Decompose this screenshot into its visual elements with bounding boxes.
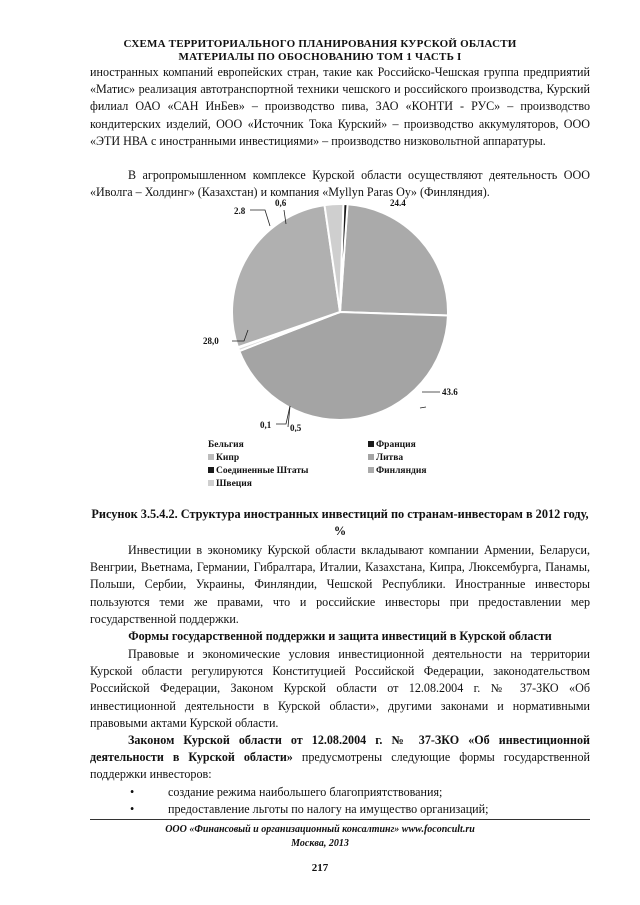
legend-label: Соединенные Штаты (216, 466, 309, 476)
legend-label: Швеция (216, 479, 252, 489)
legend-label: Франция (376, 440, 416, 450)
paragraph-companies: иностранных компаний европейских стран, такие как Российско-Чешская группа предприятий «Матис» реализация автотранспортной техники чешского и российского производства, Курский филиал ОАО «САН ИнБев» – производство пива, ЗАО «КОНТИ - РУС» – производство кондитерских изделий, ООО «Источник Тока Курский» – производство аккумуляторов, ООО «ЭТИ НВА с иностранными инвестициями» – производство низковольтной аппаратуры. (90, 65, 590, 148)
leader-line-us (250, 210, 270, 226)
law-title: Законом Курской области от 12.08.2004 г. № 37-ЗКО «Об инвестиционной деятельности в Курской области» (90, 733, 590, 765)
slice-label-us: 2.8 (234, 206, 246, 216)
legend-swatch (368, 441, 374, 447)
page-number: 217 (311, 862, 329, 874)
header-subtitle: МАТЕРИАЛЫ ПО ОБОСНОВАНИЮ ТОМ 1 ЧАСТЬ I (178, 51, 462, 63)
legend-item-finland (368, 466, 426, 476)
pie-slice-финляндия (340, 204, 448, 315)
leader-line-cyprus (276, 406, 290, 424)
paragraph-law (90, 732, 590, 784)
list-item-text: предоставление льготы по налогу на имущество организаций; (168, 802, 489, 816)
legend-swatch (368, 467, 374, 473)
bullet-icon: • (130, 802, 135, 816)
chart-legend (208, 440, 468, 492)
paragraph-agro: В агропромышленном комплексе Курской области осуществляют деятельность ООО «Иволга – Холдинг» (Казахстан) и компания «Myllyn Paras Oy» (Финляндия). (90, 168, 590, 200)
legend-swatch (368, 454, 374, 460)
footer-divider (90, 819, 590, 820)
bullet-icon: • (130, 785, 135, 799)
leader-line-finland (420, 407, 426, 408)
paragraph-legal: Правовые и экономические условия инвестиционной деятельности на территории Курской области регулируются Конституцией Российской Федерации, законодательством Российской Федерации, Законом Курской области от 12.08.2004 г. № 37-ЗКО «Об инвестиционной деятельности в Курской области», другими законами и нормативными правовыми актами Курской области. (90, 647, 590, 730)
legend-item-france (368, 440, 416, 450)
legend-item-sweden (208, 479, 252, 489)
paragraph-investors: Инвестиции в экономику Курской области вкладывают компании Армении, Беларуси, Венгрии, Вьетнама, Германии, Гибралтара, Италии, Казахстана, Кипра, Люксембурга, Панамы, Польши, Сербии, Украины, Финляндии, Чешской Республики. Иностранные инвесторы пользуются теми же правами, что и российские инвесторы при предоставлении мер государственной поддержки. (90, 543, 590, 626)
pie-chart (190, 196, 490, 432)
list-item-text: создание режима наибольшего благоприятствования; (168, 785, 443, 799)
slice-label-cyprus: 0,1 (260, 420, 272, 430)
legend-swatch (208, 480, 214, 486)
slice-label-sweden: 0,5 (290, 423, 302, 432)
legend-item-belgium (208, 440, 244, 450)
footer-company: ООО «Финансовый и организационный консалтинг» www.foconcult.ru (165, 824, 475, 835)
legend-swatch (208, 454, 214, 460)
legend-item-us (208, 466, 308, 476)
slice-label-lithuania: 43.6 (442, 387, 458, 397)
legend-swatch (208, 467, 214, 473)
law-rest: предусмотрены следующие формы государственной поддержки инвесторов: (90, 750, 590, 782)
figure-caption: Рисунок 3.5.4.2. Структура иностранных инвестиций по странам-инвесторам в 2012 году, % (91, 507, 589, 538)
slice-label-france: 0,6 (275, 198, 287, 208)
header-title: СХЕМА ТЕРРИТОРИАЛЬНОГО ПЛАНИРОВАНИЯ КУРСКОЙ ОБЛАСТИ (123, 38, 517, 50)
footer-city: Москва, 2013 (291, 838, 349, 849)
legend-item-cyprus (208, 453, 239, 463)
legend-label: Кипр (216, 453, 240, 463)
slice-label-belgium: 28,0 (203, 336, 219, 346)
legend-label: Финляндия (376, 466, 427, 476)
section-heading: Формы государственной поддержки и защита инвестиций в Курской области (128, 629, 552, 643)
legend-label: Литва (376, 453, 404, 463)
legend-item-lithuania (368, 453, 403, 463)
legend-label: Бельгия (208, 440, 244, 450)
slice-label-finland: 24.4 (390, 198, 406, 208)
